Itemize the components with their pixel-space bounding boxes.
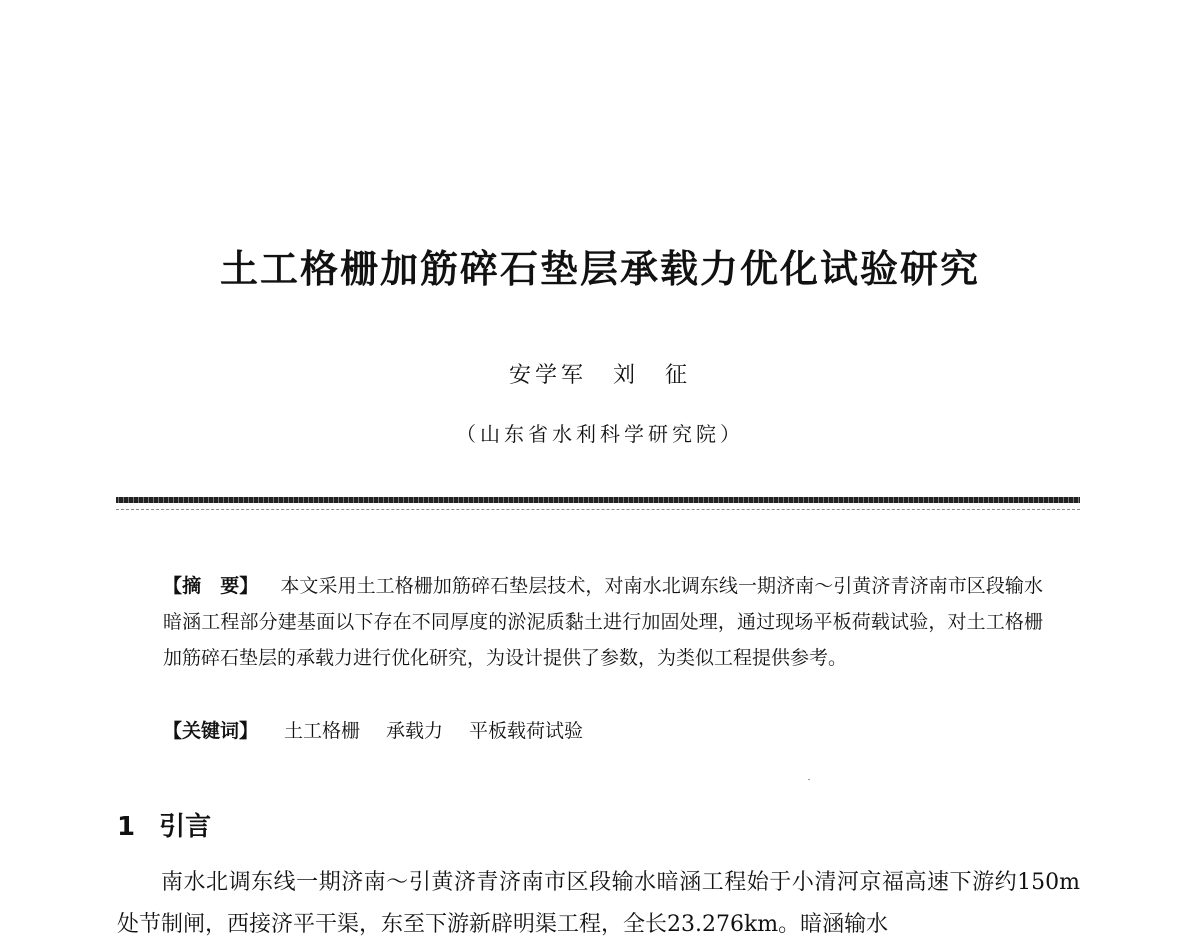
section-heading: [117, 806, 211, 843]
header-divider-thin: [116, 509, 1080, 510]
header-divider: [116, 497, 1080, 503]
section-number: 1: [117, 812, 136, 842]
abstract-label: 【摘 要】: [163, 575, 259, 597]
abstract: [163, 568, 1043, 676]
keyword: 承载力: [386, 720, 444, 742]
authors: 安学军 刘 征: [508, 363, 691, 388]
abstract-text: 本文采用土工格栅加筋碎石垫层技术，对南水北调东线一期济南～引黄济青济南市区段输水暗涵工程部分建基面以下存在不同厚度的淤泥质黏土进行加固处理，通过现场平板荷载试验，对土工格栅加筋碎石垫层的承载力进行优化研究，为设计提供了参数，为类似工程提供参考。: [163, 575, 1043, 669]
keyword: 平板载荷试验: [469, 720, 584, 742]
scan-speck: [808, 779, 810, 780]
section-title: 引言: [159, 812, 212, 842]
keyword: 土工格栅: [284, 720, 361, 742]
paper-title: 土工格栅加筋碎石垫层承载力优化试验研究: [219, 247, 980, 291]
keywords: [163, 713, 1043, 749]
affiliation: （山东省水利科学研究院）: [456, 422, 744, 446]
keywords-label: 【关键词】: [163, 720, 259, 742]
body-paragraph: 南水北调东线一期济南～引黄济青济南市区段输水暗涵工程始于小清河京福高速下游约150m处节制闸，西接济平干渠，东至下游新辟明渠工程，全长23.276km。暗涵输水: [117, 870, 1080, 937]
